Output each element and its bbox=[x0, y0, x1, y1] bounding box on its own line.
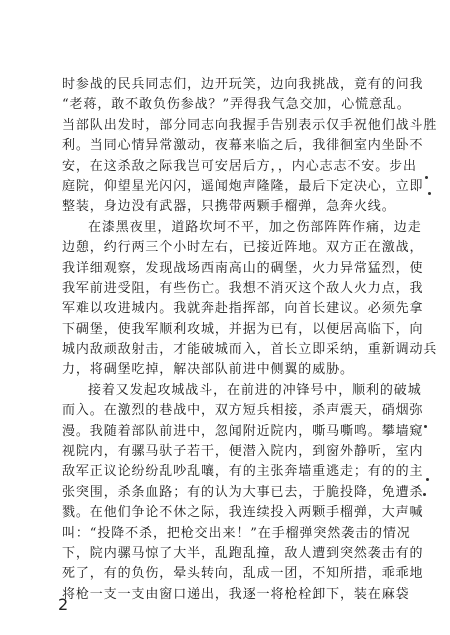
scan-speck bbox=[424, 425, 427, 428]
text-line: 死了，有的负伤，晕头转向，乱成一团，不知所措，乖乖地 bbox=[62, 566, 424, 582]
scan-speck bbox=[423, 493, 426, 496]
text-line: 时参战的民兵同志们，边开玩笑，边向我挑战，竟有的问我 bbox=[62, 77, 424, 92]
body-text bbox=[62, 75, 438, 605]
scan-speck bbox=[428, 192, 431, 195]
text-line: 我详细观察，发现战场西南高山的碉堡，火力异常猛烈，使 bbox=[62, 260, 424, 276]
text-line: 整装，身边没有武器，只携带两颗手榴弹，急奔火线。 bbox=[62, 199, 396, 215]
text-line: 戮。在他们争论不休之际，我连续投入两颗手榴弹，大声喊 bbox=[62, 505, 424, 521]
text-line: 下，院内骡马惊了大半，乱跑乱撞，敌人遭到突然袭击有的 bbox=[62, 545, 424, 561]
scan-speck bbox=[425, 176, 428, 179]
text-line: 而入。在激烈的巷战中，双方短兵相接，杀声震天，硝烟弥 bbox=[62, 403, 424, 419]
text-line: 城内敌顽敌射击，才能破城而入，首长立即采纳，重新调动兵 bbox=[62, 342, 438, 358]
text-line: 安，在这杀敌之际我岂可安居后方，，内心志志不安。步出 bbox=[62, 158, 417, 174]
text-line: 庭院，仰望星光闪闪，遥闻炮声隆隆，最后下定决心，立即 bbox=[62, 178, 424, 194]
text-line: 叫：“投降不杀，把枪交出来！”在手榴弹突然袭击的情况 bbox=[62, 525, 411, 541]
scan-speck bbox=[426, 478, 429, 481]
text-line: 我军前进受阻，有些伤亡。我想不消灭这个敌人火力点，我 bbox=[62, 280, 424, 296]
paragraph-start-line: 在漆黑夜里，道路坎坷不平，加之伤部阵阵作痛，边走 bbox=[88, 219, 422, 235]
paragraph-start-line: 接着又发起攻城战斗，在前进的冲锋号中，顺利的破城 bbox=[88, 382, 422, 398]
text-line: 军难以攻进城内。我就奔赴指挥部，向首长建议。必须先拿 bbox=[62, 301, 424, 317]
text-line: “老蒋，敢不敢负伤参战？”弄得我气急交加，心慌意乱。 bbox=[62, 97, 411, 113]
text-line: 边憩，约行两三个小时左右，已接近阵地。双方正在激战， bbox=[62, 240, 424, 256]
text-line: 当部队出发时，部分同志向我握手告别表示仅手祝他们战斗胜 bbox=[62, 117, 438, 133]
text-line: 敌军正议论纷纷乱吵乱嚷，有的主张奔墙重逃走；有的的主 bbox=[62, 464, 424, 480]
page-number: 2 bbox=[58, 595, 69, 614]
text-line: 力，将碉堡吃掉，解决部队前进中侧翼的威胁。 bbox=[62, 362, 354, 378]
text-line: 下碉堡，使我军顺利攻城，并据为已有，以便居高临下，向 bbox=[62, 321, 424, 337]
text-line: 视院内，有骡马驮子若干，便潜入院内，到窗外静听，室内 bbox=[62, 444, 424, 460]
text-line: 利。当同心情异常激动，夜幕来临之后，我徘徊室内坐卧不 bbox=[62, 138, 424, 154]
text-line: 张突围，杀条血路；有的认为大事已去，于脆投降，免遭杀 bbox=[62, 484, 424, 500]
text-line: 漫。我随着部队前进中，忽闻附近院内，嘶马嘶鸣。攀墙窥 bbox=[62, 423, 424, 439]
text-line: 将枪一支一支由窗口递出，我逐一将枪栓卸下，装在麻袋 bbox=[62, 586, 410, 602]
